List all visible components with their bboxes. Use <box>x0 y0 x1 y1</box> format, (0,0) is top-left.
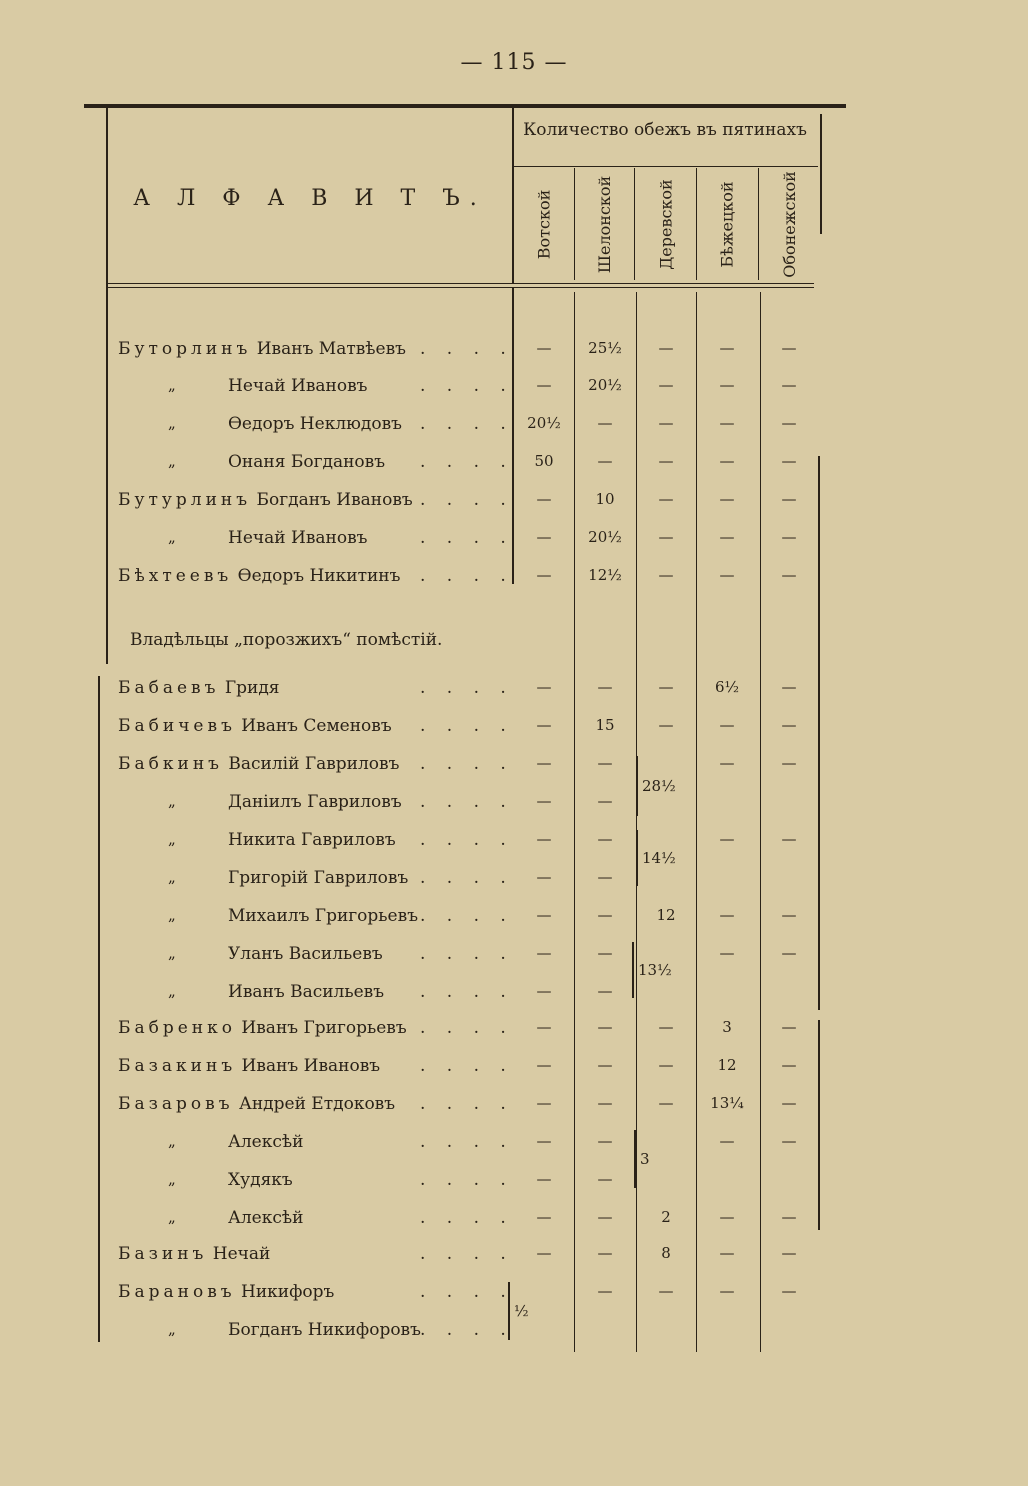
leader-dots: . . . . <box>420 906 514 926</box>
right-border <box>820 114 822 234</box>
table-cell: — <box>597 792 613 810</box>
leader-dots: . . . . <box>420 716 514 736</box>
table-cell: 12 <box>656 906 676 924</box>
table-cell: — <box>781 1018 797 1036</box>
given-name: Нечай Ивановъ <box>228 528 368 548</box>
table-cell: — <box>719 414 735 432</box>
table-row <box>0 1056 1028 1094</box>
leader-dots: . . . . <box>420 339 514 359</box>
given-name: Богданъ Ивановъ <box>256 490 413 510</box>
table-cell: — <box>658 1282 674 1300</box>
table-cell: — <box>781 830 797 848</box>
table-cell: — <box>719 490 735 508</box>
table-cell: 8 <box>661 1244 671 1262</box>
leader-dots: . . . . <box>420 754 514 774</box>
person-name <box>118 566 400 586</box>
given-name: Григорій Гавриловъ <box>228 868 409 888</box>
given-name: Худякъ <box>228 1170 293 1190</box>
ditto-mark: „ <box>168 1132 176 1150</box>
table-cell: — <box>781 754 797 772</box>
table-cell: — <box>719 716 735 734</box>
table-cell: — <box>719 339 735 357</box>
table-cell: 12½ <box>588 566 622 584</box>
leader-dots: . . . . <box>420 1132 514 1152</box>
table-cell: — <box>536 1208 552 1226</box>
table-cell: — <box>781 906 797 924</box>
table-row <box>0 1208 1028 1246</box>
given-name: Ѳедоръ Никитинъ <box>237 566 401 586</box>
leader-dots: . . . . <box>420 1244 514 1264</box>
leader-dots: . . . . <box>420 528 514 548</box>
table-row <box>0 754 1028 792</box>
table-cell: — <box>597 944 613 962</box>
surname: Бабаевъ <box>118 678 220 698</box>
table-cell: — <box>719 1208 735 1226</box>
given-name: Нечай Ивановъ <box>228 376 368 396</box>
given-name: Богданъ Никифоровъ <box>228 1320 421 1340</box>
table-cell: — <box>597 1094 613 1112</box>
person-name <box>228 528 367 548</box>
table-cell: — <box>658 1018 674 1036</box>
table-cell: — <box>719 1282 735 1300</box>
ditto-mark: „ <box>168 1208 176 1226</box>
table-cell: — <box>597 1282 613 1300</box>
table-row <box>0 414 1028 452</box>
column-header-obonezhskoy: Обонежской <box>779 170 799 278</box>
alphabet-heading: А Л Ф А В И Т Ъ. <box>133 186 487 211</box>
surname: Базакинъ <box>118 1056 237 1076</box>
column-header-votskoy: Вотской <box>534 189 554 259</box>
table-cell: 20½ <box>588 528 622 546</box>
person-name <box>118 754 399 774</box>
table-cell: — <box>536 1018 552 1036</box>
table-row <box>0 490 1028 528</box>
header-bottom-rule-2 <box>108 287 814 288</box>
table-row <box>0 868 1028 906</box>
table-cell: — <box>658 414 674 432</box>
person-name <box>118 1094 395 1114</box>
leader-dots: . . . . <box>420 1320 514 1340</box>
given-name: Никита Гавриловъ <box>228 830 396 850</box>
table-cell: — <box>536 982 552 1000</box>
leader-dots: . . . . <box>420 678 514 698</box>
table-cell: — <box>597 982 613 1000</box>
table-cell: — <box>719 566 735 584</box>
brace-total: 3 <box>634 1130 650 1188</box>
leader-dots: . . . . <box>420 452 514 472</box>
person-name <box>228 1170 293 1190</box>
table-cell: — <box>536 566 552 584</box>
person-name <box>228 792 402 812</box>
table-row <box>0 944 1028 982</box>
header-bottom-rule <box>108 283 814 284</box>
given-name: Иванъ Григорьевъ <box>241 1018 407 1038</box>
table-cell: 6½ <box>714 678 740 696</box>
ditto-mark: „ <box>168 528 176 546</box>
table-cell: — <box>781 1056 797 1074</box>
given-name: Ѳедоръ Неклюдовъ <box>228 414 403 434</box>
table-cell: — <box>536 339 552 357</box>
table-cell: — <box>781 1094 797 1112</box>
table-cell: — <box>719 528 735 546</box>
table-cell: — <box>536 1056 552 1074</box>
table-row <box>0 678 1028 716</box>
person-name <box>228 868 408 888</box>
table-cell: 3 <box>722 1018 732 1036</box>
table-cell: — <box>719 1244 735 1262</box>
table-cell: — <box>781 490 797 508</box>
group-heading: Количество обежъ въ пятинахъ <box>523 120 807 140</box>
table-cell: — <box>597 906 613 924</box>
table-cell: — <box>781 716 797 734</box>
table-cell: — <box>658 1056 674 1074</box>
given-name: Гридя <box>224 678 280 698</box>
table-cell: — <box>536 1132 552 1150</box>
table-cell: — <box>597 678 613 696</box>
table-cell: — <box>781 1282 797 1300</box>
given-name: Иванъ Матвѣевъ <box>256 339 407 359</box>
person-name <box>228 1208 303 1228</box>
section-heading: Владѣльцы „порозжихъ“ помѣстій. <box>130 630 443 650</box>
leader-dots: . . . . <box>420 1018 514 1038</box>
table-cell: — <box>781 339 797 357</box>
table-cell: — <box>536 528 552 546</box>
leader-dots: . . . . <box>420 868 514 888</box>
person-name <box>118 1282 334 1302</box>
surname: Барановъ <box>118 1282 236 1302</box>
column-header-bezhetskoy: Бѣжецкой <box>717 180 737 268</box>
table-row <box>0 566 1028 604</box>
table-cell: — <box>536 490 552 508</box>
table-cell: 20½ <box>527 414 561 432</box>
leader-dots: . . . . <box>420 490 514 510</box>
table-cell: — <box>658 339 674 357</box>
leader-dots: . . . . <box>420 1282 514 1302</box>
table-row <box>0 906 1028 944</box>
leader-dots: . . . . <box>420 982 514 1002</box>
table-cell: — <box>536 944 552 962</box>
given-name: Василій Гавриловъ <box>228 754 400 774</box>
table-cell: 2 <box>661 1208 671 1226</box>
column-header-derevskoy: Деревской <box>656 178 676 270</box>
surname: Бутурлинъ <box>118 490 252 510</box>
column-header-shelonskoy: Шелонской <box>595 175 615 273</box>
table-cell: — <box>781 452 797 470</box>
surname: Бабкинъ <box>118 754 223 774</box>
ditto-mark: „ <box>168 868 176 886</box>
given-name: Онаня Богдановъ <box>228 452 386 472</box>
table-row <box>0 452 1028 490</box>
table-cell: — <box>597 1056 613 1074</box>
table-row <box>0 792 1028 830</box>
table-cell: — <box>597 1170 613 1188</box>
table-cell: — <box>658 376 674 394</box>
table-row <box>0 376 1028 414</box>
table-cell: 50 <box>534 452 554 470</box>
table-cell: — <box>719 376 735 394</box>
leader-dots: . . . . <box>420 566 514 586</box>
table-cell: — <box>536 1244 552 1262</box>
table-cell: — <box>781 678 797 696</box>
table-cell: — <box>597 1132 613 1150</box>
page-number: — 115 — <box>460 50 568 75</box>
given-name: Нечай <box>212 1244 271 1264</box>
given-name: Михаилъ Григорьевъ <box>228 906 419 926</box>
person-name <box>118 1018 407 1038</box>
ditto-mark: „ <box>168 906 176 924</box>
ditto-mark: „ <box>168 1170 176 1188</box>
table-cell: — <box>536 678 552 696</box>
table-cell: — <box>536 1094 552 1112</box>
table-cell: — <box>597 830 613 848</box>
table-cell: — <box>781 1208 797 1226</box>
given-name: Уланъ Васильевъ <box>228 944 383 964</box>
table-cell: — <box>658 1094 674 1112</box>
given-name: Никифоръ <box>241 1282 335 1302</box>
table-cell: — <box>536 754 552 772</box>
table-cell: — <box>597 868 613 886</box>
leader-dots: . . . . <box>420 1094 514 1114</box>
table-row <box>0 1094 1028 1132</box>
brace-total: 28½ <box>636 756 676 816</box>
given-name: Иванъ Васильевъ <box>228 982 385 1002</box>
table-row <box>0 528 1028 566</box>
table-cell: — <box>781 528 797 546</box>
table-cell: — <box>597 754 613 772</box>
person-name <box>118 1244 270 1264</box>
leader-dots: . . . . <box>420 944 514 964</box>
surname: Бабичевъ <box>118 716 236 736</box>
table-cell: 12 <box>717 1056 737 1074</box>
person-name <box>228 376 367 396</box>
leader-dots: . . . . <box>420 792 514 812</box>
ditto-mark: „ <box>168 1320 176 1338</box>
table-row <box>0 1244 1028 1282</box>
table-cell: — <box>536 830 552 848</box>
person-name <box>228 906 418 926</box>
ditto-mark: „ <box>168 414 176 432</box>
table-cell: 10 <box>595 490 615 508</box>
ditto-mark: „ <box>168 376 176 394</box>
table-row <box>0 1170 1028 1208</box>
table-cell: 13¼ <box>710 1094 744 1112</box>
table-cell: — <box>781 1244 797 1262</box>
table-top-rule <box>84 104 846 108</box>
table-cell: — <box>658 678 674 696</box>
table-cell: — <box>536 906 552 924</box>
table-cell: — <box>536 792 552 810</box>
group-heading-rule <box>514 166 818 167</box>
table-cell: — <box>719 830 735 848</box>
brace-total: ½ <box>508 1282 529 1340</box>
ditto-mark: „ <box>168 792 176 810</box>
table-cell: — <box>719 754 735 772</box>
table-cell: — <box>719 452 735 470</box>
table-cell: 25½ <box>588 339 622 357</box>
given-name: Алексѣй <box>228 1208 304 1228</box>
table-cell: — <box>781 1132 797 1150</box>
table-cell: — <box>658 566 674 584</box>
person-name <box>118 1056 380 1076</box>
table-cell: — <box>536 868 552 886</box>
table-cell: — <box>536 1170 552 1188</box>
person-name <box>118 716 392 736</box>
table-row <box>0 339 1028 377</box>
person-name <box>118 490 413 510</box>
given-name: Андрей Етдоковъ <box>238 1094 396 1114</box>
ditto-mark: „ <box>168 982 176 1000</box>
table-row <box>0 830 1028 868</box>
table-cell: — <box>781 566 797 584</box>
table-cell: — <box>597 1244 613 1262</box>
table-cell: — <box>597 452 613 470</box>
person-name <box>228 982 384 1002</box>
leader-dots: . . . . <box>420 1056 514 1076</box>
given-name: Алексѣй <box>228 1132 304 1152</box>
table-cell: 15 <box>595 716 615 734</box>
table-cell: — <box>536 376 552 394</box>
table-cell: — <box>781 414 797 432</box>
brace-total: 13½ <box>632 942 672 998</box>
leader-dots: . . . . <box>420 414 514 434</box>
table-cell: 20½ <box>588 376 622 394</box>
table-cell: — <box>597 1208 613 1226</box>
ditto-mark: „ <box>168 830 176 848</box>
surname: Базаровъ <box>118 1094 234 1114</box>
table-cell: — <box>597 1018 613 1036</box>
table-row <box>0 716 1028 754</box>
person-name <box>118 678 280 698</box>
table-cell: — <box>597 414 613 432</box>
person-name <box>228 1132 303 1152</box>
table-row <box>0 1132 1028 1170</box>
table-cell: — <box>658 716 674 734</box>
table-row <box>0 1018 1028 1056</box>
table-cell: — <box>658 490 674 508</box>
given-name: Иванъ Ивановъ <box>241 1056 381 1076</box>
leader-dots: . . . . <box>420 830 514 850</box>
leader-dots: . . . . <box>420 1170 514 1190</box>
person-name <box>118 339 406 359</box>
surname: Буторлинъ <box>118 339 252 359</box>
table-cell: — <box>781 944 797 962</box>
ditto-mark: „ <box>168 944 176 962</box>
surname: Базинъ <box>118 1244 208 1264</box>
table-cell: — <box>719 906 735 924</box>
brace-total: 14½ <box>636 830 676 886</box>
person-name <box>228 944 383 964</box>
given-name: Иванъ Семеновъ <box>241 716 392 736</box>
given-name: Даніилъ Гавриловъ <box>228 792 402 812</box>
ditto-mark: „ <box>168 452 176 470</box>
table-cell: — <box>719 1132 735 1150</box>
table-cell: — <box>719 944 735 962</box>
table-cell: — <box>658 528 674 546</box>
table-row <box>0 982 1028 1020</box>
leader-dots: . . . . <box>420 1208 514 1228</box>
surname: Бабренко <box>118 1018 236 1038</box>
person-name <box>228 414 402 434</box>
person-name <box>228 452 385 472</box>
table-cell: — <box>781 376 797 394</box>
person-name <box>228 830 396 850</box>
surname: Бѣхтеевъ <box>118 566 233 586</box>
leader-dots: . . . . <box>420 376 514 396</box>
person-name <box>228 1320 421 1340</box>
table-cell: — <box>536 716 552 734</box>
table-cell: — <box>658 452 674 470</box>
